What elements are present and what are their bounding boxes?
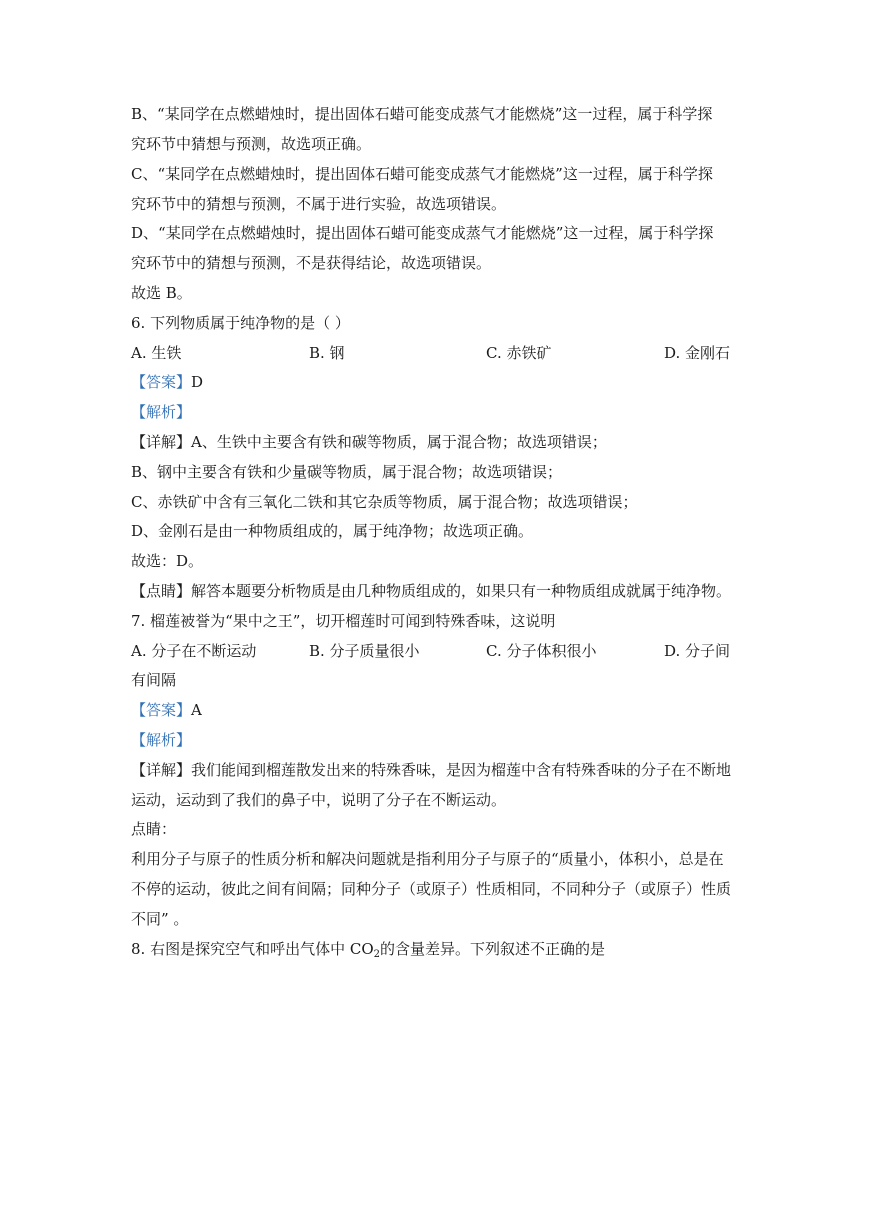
q7-detail-line2: 运动，运动到了我们的鼻子中，说明了分子在不断运动。	[131, 791, 507, 809]
q6-detail-b: B、钢中主要含有铁和少量碳等物质，属于混合物；故选项错误；	[131, 463, 563, 481]
q6-detail-d: D、金刚石是由一种物质组成的，属于纯净物；故选项正确。	[131, 522, 534, 540]
q7-option-b: B. 分子质量很小	[309, 642, 420, 660]
q7-option-a: A. 分子在不断运动	[131, 642, 257, 660]
detail-text: 我们能闻到榴莲散发出来的特殊香味，是因为榴莲中含有特殊香味的分子在不断地	[191, 761, 732, 779]
q7-analysis-tag	[131, 730, 191, 750]
q6-detail-a	[131, 432, 607, 452]
q8-stem-text-end: 的含量差异。下列叙述不正确的是	[380, 940, 606, 958]
q7-answer	[131, 700, 202, 720]
q8-subscript: 2	[373, 949, 380, 960]
q6-stem: 6. 下列物质属于纯净物的是（ ）	[131, 314, 350, 332]
detail-tag: 【详解】	[131, 761, 192, 779]
q7-option-d: D. 分子间	[664, 642, 731, 660]
q5-final-choice: 故选 B。	[131, 284, 192, 302]
answer-tag: 【答案】	[131, 373, 192, 391]
comment-tag: 【点睛】	[131, 582, 192, 600]
q7-comment-line3: 不同” 。	[131, 910, 189, 928]
answer-value: D	[191, 373, 204, 391]
analysis-tag: 【解析】	[131, 403, 192, 421]
q8-stem-text: 8. 右图是探究空气和呼出气体中 CO	[131, 940, 374, 958]
q7-comment-line2: 不停的运动，彼此之间有间隔；同种分子（或原子）性质相同，不同种分子（或原子）性质	[131, 880, 732, 898]
q6-comment	[131, 581, 731, 601]
q6-option-a: A. 生铁	[131, 344, 182, 362]
analysis-tag: 【解析】	[131, 731, 192, 749]
q6-option-d: D. 金刚石	[664, 344, 731, 362]
q8-stem	[131, 939, 605, 959]
q6-analysis-tag	[131, 402, 191, 422]
detail-text: A、生铁中主要含有铁和碳等物质，属于混合物；故选项错误；	[191, 433, 607, 451]
q7-detail-line1	[131, 760, 731, 780]
q7-stem: 7. 榴莲被誉为“果中之王”，切开榴莲时可闻到特殊香味，这说明	[131, 612, 556, 630]
q6-option-b: B. 钢	[309, 344, 345, 362]
q7-option-c: C. 分子体积很小	[486, 642, 597, 660]
q7-comment-line1: 利用分子与原子的性质分析和解决问题就是指利用分子与原子的“质量小，体积小，总是在	[131, 850, 724, 868]
q5-option-b-explanation-line1: B、“某同学在点燃蜡烛时，提出固体石蜡可能变成蒸气才能燃烧”这一过程，属于科学探	[131, 105, 713, 123]
detail-tag: 【详解】	[131, 433, 192, 451]
comment-text: 解答本题要分析物质是由几种物质组成的，如果只有一种物质组成就属于纯净物。	[191, 582, 732, 600]
q5-option-d-explanation-line1: D、“某同学在点燃蜡烛时，提出固体石蜡可能变成蒸气才能燃烧”这一过程，属于科学探	[131, 224, 714, 242]
q6-detail-c: C、赤铁矿中含有三氧化二铁和其它杂质等物质，属于混合物；故选项错误；	[131, 493, 638, 511]
q6-final-choice: 故选：D。	[131, 552, 204, 570]
answer-value: A	[191, 701, 202, 719]
q6-option-c: C. 赤铁矿	[486, 344, 552, 362]
q7-option-d-continuation: 有间隔	[131, 671, 177, 689]
q5-option-c-explanation-line1: C、“某同学在点燃蜡烛时，提出固体石蜡可能变成蒸气才能燃烧”这一过程，属于科学探	[131, 165, 713, 183]
answer-tag: 【答案】	[131, 701, 192, 719]
q7-comment-label: 点睛：	[131, 820, 177, 838]
q5-option-c-explanation-line2: 究环节中的猜想与预测，不属于进行实验，故选项错误。	[131, 195, 507, 213]
q6-answer	[131, 372, 203, 392]
q5-option-d-explanation-line2: 究环节中的猜想与预测，不是获得结论，故选项错误。	[131, 254, 492, 272]
q5-option-b-explanation-line2: 究环节中猜想与预测，故选项正确。	[131, 135, 372, 153]
